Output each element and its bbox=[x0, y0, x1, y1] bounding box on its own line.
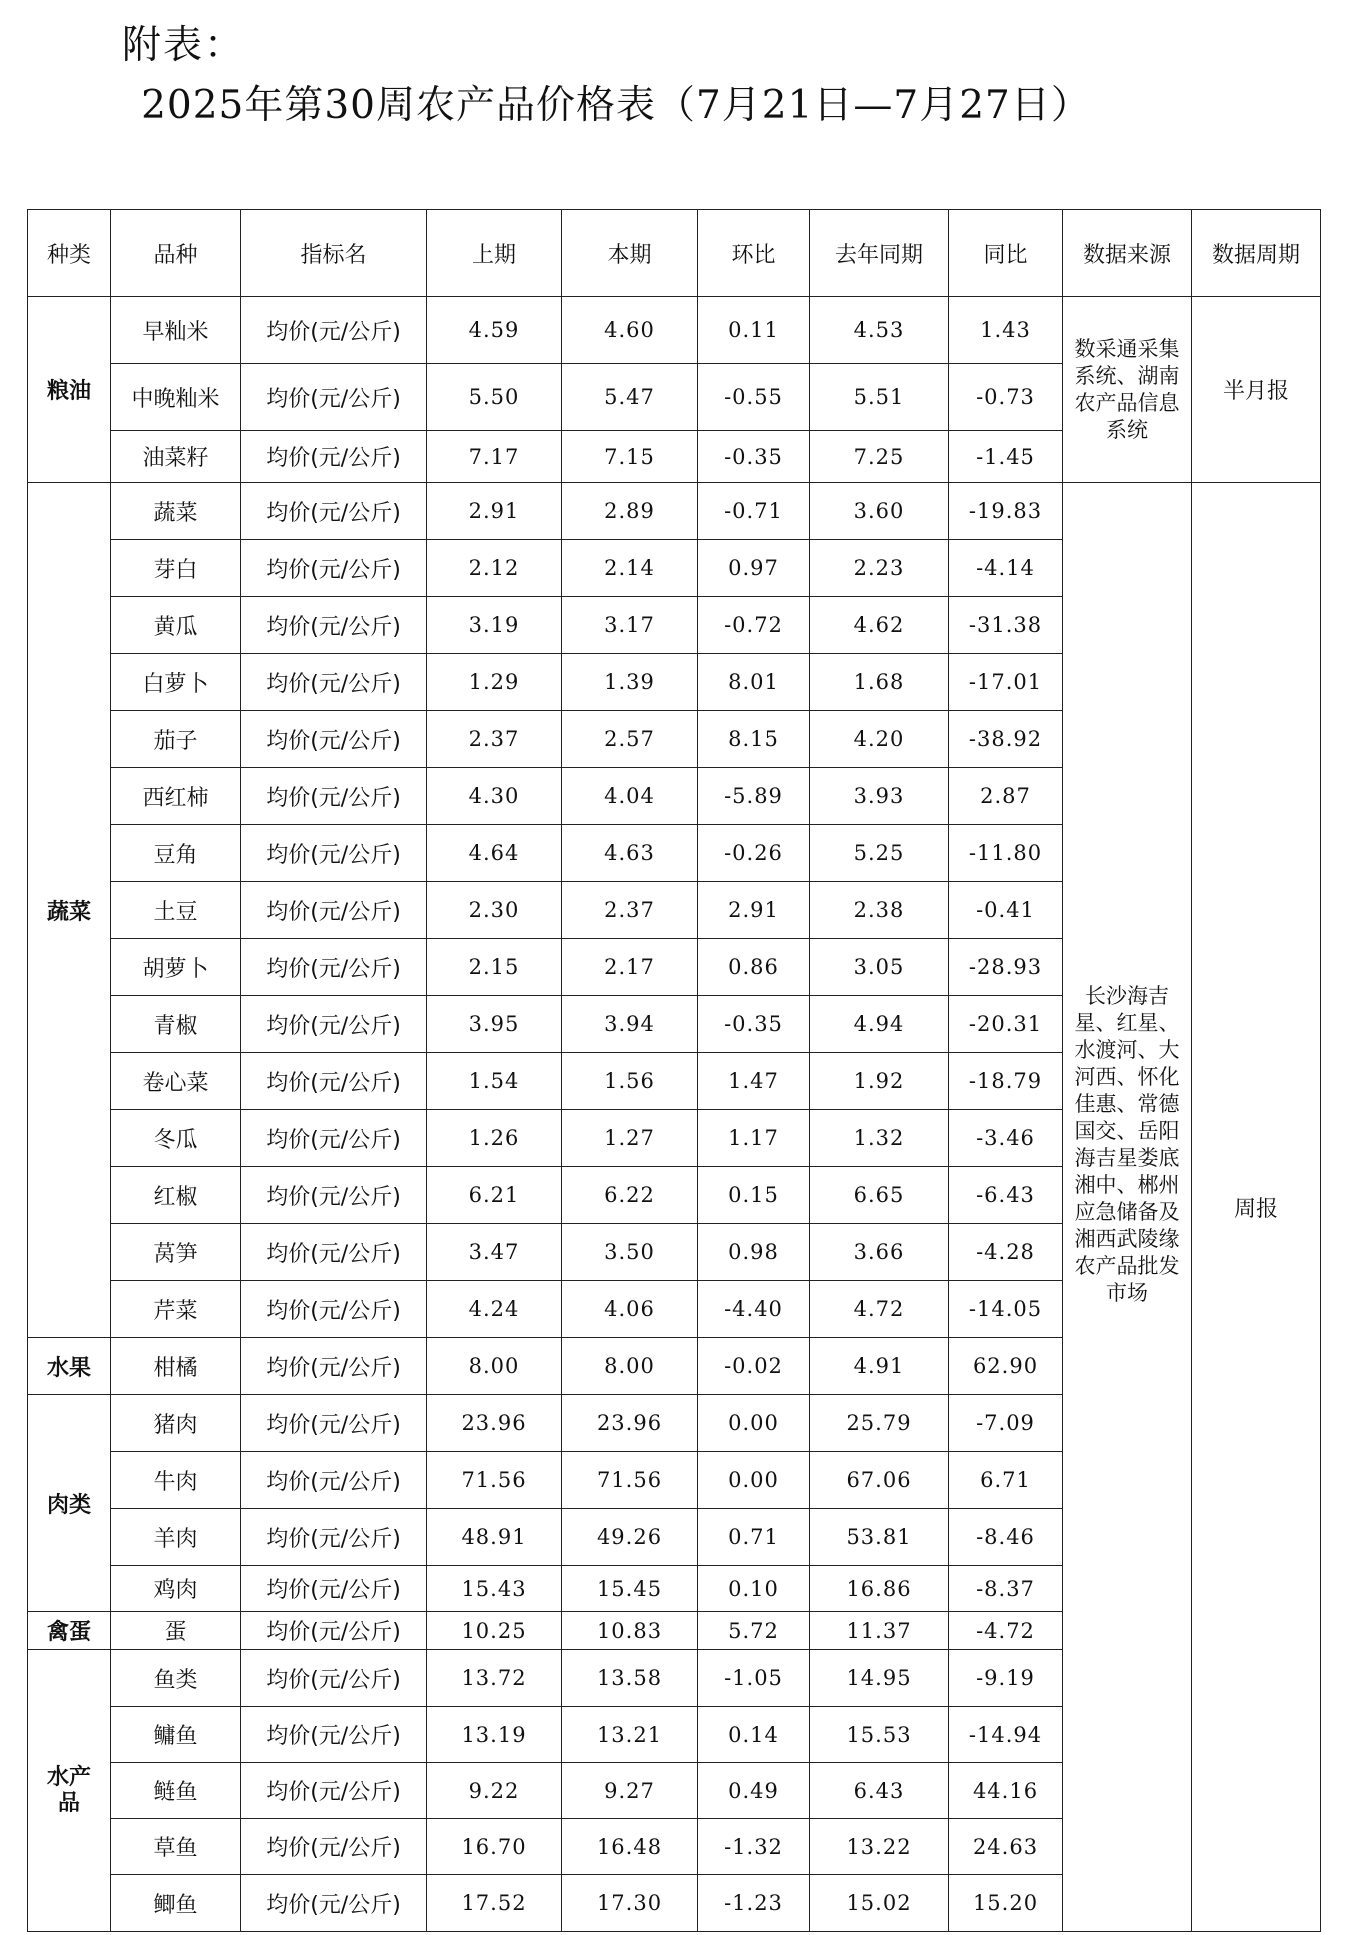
category-cell: 水产品 bbox=[28, 1650, 111, 1932]
last-year-cell: 14.95 bbox=[810, 1650, 949, 1707]
yoy-cell: -1.45 bbox=[949, 431, 1063, 483]
mom-cell: 0.97 bbox=[698, 540, 810, 597]
metric-cell: 均价(元/公斤) bbox=[241, 1509, 427, 1566]
metric-cell: 均价(元/公斤) bbox=[241, 483, 427, 540]
item-cell: 蔬菜 bbox=[111, 483, 241, 540]
item-cell: 黄瓜 bbox=[111, 597, 241, 654]
item-cell: 茄子 bbox=[111, 711, 241, 768]
metric-cell: 均价(元/公斤) bbox=[241, 939, 427, 996]
table-row bbox=[28, 297, 1321, 364]
last-year-cell: 16.86 bbox=[810, 1566, 949, 1612]
metric-cell: 均价(元/公斤) bbox=[241, 1053, 427, 1110]
item-cell: 芹菜 bbox=[111, 1281, 241, 1338]
mom-cell: -0.02 bbox=[698, 1338, 810, 1395]
header-cell: 本期 bbox=[562, 210, 698, 297]
last-year-cell: 4.72 bbox=[810, 1281, 949, 1338]
mom-cell: -1.05 bbox=[698, 1650, 810, 1707]
prev-cell: 23.96 bbox=[427, 1395, 562, 1452]
last-year-cell: 6.65 bbox=[810, 1167, 949, 1224]
metric-cell: 均价(元/公斤) bbox=[241, 654, 427, 711]
metric-cell: 均价(元/公斤) bbox=[241, 597, 427, 654]
yoy-cell: 1.43 bbox=[949, 297, 1063, 364]
curr-cell: 1.27 bbox=[562, 1110, 698, 1167]
curr-cell: 13.58 bbox=[562, 1650, 698, 1707]
item-cell: 冬瓜 bbox=[111, 1110, 241, 1167]
curr-cell: 23.96 bbox=[562, 1395, 698, 1452]
mom-cell: 8.15 bbox=[698, 711, 810, 768]
metric-cell: 均价(元/公斤) bbox=[241, 1167, 427, 1224]
curr-cell: 4.60 bbox=[562, 297, 698, 364]
curr-cell: 6.22 bbox=[562, 1167, 698, 1224]
last-year-cell: 3.66 bbox=[810, 1224, 949, 1281]
last-year-cell: 15.02 bbox=[810, 1875, 949, 1932]
prev-cell: 3.95 bbox=[427, 996, 562, 1053]
curr-cell: 16.48 bbox=[562, 1819, 698, 1875]
last-year-cell: 6.43 bbox=[810, 1763, 949, 1819]
metric-cell: 均价(元/公斤) bbox=[241, 1566, 427, 1612]
yoy-cell: -17.01 bbox=[949, 654, 1063, 711]
yoy-cell: 44.16 bbox=[949, 1763, 1063, 1819]
yoy-cell: -8.46 bbox=[949, 1509, 1063, 1566]
data-source-cell: 数采通采集系统、湖南农产品信息系统 bbox=[1063, 297, 1192, 483]
curr-cell: 1.56 bbox=[562, 1053, 698, 1110]
metric-cell: 均价(元/公斤) bbox=[241, 431, 427, 483]
prev-cell: 3.19 bbox=[427, 597, 562, 654]
item-cell: 草鱼 bbox=[111, 1819, 241, 1875]
item-cell: 柑橘 bbox=[111, 1338, 241, 1395]
header-cell: 上期 bbox=[427, 210, 562, 297]
document-title: 2025年第30周农产品价格表（7月21日—7月27日） bbox=[141, 83, 1091, 128]
curr-cell: 3.17 bbox=[562, 597, 698, 654]
category-cell: 粮油 bbox=[28, 297, 111, 483]
metric-cell: 均价(元/公斤) bbox=[241, 882, 427, 939]
metric-cell: 均价(元/公斤) bbox=[241, 1763, 427, 1819]
curr-cell: 2.57 bbox=[562, 711, 698, 768]
header-cell: 种类 bbox=[28, 210, 111, 297]
last-year-cell: 4.53 bbox=[810, 297, 949, 364]
metric-cell: 均价(元/公斤) bbox=[241, 1452, 427, 1509]
curr-cell: 17.30 bbox=[562, 1875, 698, 1932]
item-cell: 莴笋 bbox=[111, 1224, 241, 1281]
prev-cell: 71.56 bbox=[427, 1452, 562, 1509]
attachment-label: 附表： bbox=[122, 23, 246, 68]
yoy-cell: -14.94 bbox=[949, 1707, 1063, 1763]
metric-cell: 均价(元/公斤) bbox=[241, 996, 427, 1053]
prev-cell: 2.91 bbox=[427, 483, 562, 540]
category-cell: 水果 bbox=[28, 1338, 111, 1395]
last-year-cell: 7.25 bbox=[810, 431, 949, 483]
mom-cell: 0.71 bbox=[698, 1509, 810, 1566]
last-year-cell: 11.37 bbox=[810, 1612, 949, 1650]
mom-cell: 2.91 bbox=[698, 882, 810, 939]
mom-cell: -0.26 bbox=[698, 825, 810, 882]
curr-cell: 2.89 bbox=[562, 483, 698, 540]
item-cell: 豆角 bbox=[111, 825, 241, 882]
item-cell: 鱼类 bbox=[111, 1650, 241, 1707]
mom-cell: -4.40 bbox=[698, 1281, 810, 1338]
item-cell: 鸡肉 bbox=[111, 1566, 241, 1612]
curr-cell: 10.83 bbox=[562, 1612, 698, 1650]
metric-cell: 均价(元/公斤) bbox=[241, 1395, 427, 1452]
prev-cell: 10.25 bbox=[427, 1612, 562, 1650]
mom-cell: 8.01 bbox=[698, 654, 810, 711]
yoy-cell: -4.72 bbox=[949, 1612, 1063, 1650]
item-cell: 青椒 bbox=[111, 996, 241, 1053]
yoy-cell: 62.90 bbox=[949, 1338, 1063, 1395]
yoy-cell: 6.71 bbox=[949, 1452, 1063, 1509]
last-year-cell: 1.92 bbox=[810, 1053, 949, 1110]
last-year-cell: 1.32 bbox=[810, 1110, 949, 1167]
item-cell: 胡萝卜 bbox=[111, 939, 241, 996]
category-cell: 肉类 bbox=[28, 1395, 111, 1612]
last-year-cell: 4.20 bbox=[810, 711, 949, 768]
header-cell: 环比 bbox=[698, 210, 810, 297]
yoy-cell: -11.80 bbox=[949, 825, 1063, 882]
mom-cell: 1.47 bbox=[698, 1053, 810, 1110]
yoy-cell: -31.38 bbox=[949, 597, 1063, 654]
prev-cell: 4.24 bbox=[427, 1281, 562, 1338]
prev-cell: 6.21 bbox=[427, 1167, 562, 1224]
prev-cell: 13.72 bbox=[427, 1650, 562, 1707]
prev-cell: 13.19 bbox=[427, 1707, 562, 1763]
category-cell: 蔬菜 bbox=[28, 483, 111, 1338]
last-year-cell: 5.25 bbox=[810, 825, 949, 882]
data-period-cell: 周报 bbox=[1192, 483, 1321, 1932]
yoy-cell: 2.87 bbox=[949, 768, 1063, 825]
last-year-cell: 15.53 bbox=[810, 1707, 949, 1763]
item-cell: 牛肉 bbox=[111, 1452, 241, 1509]
last-year-cell: 3.60 bbox=[810, 483, 949, 540]
last-year-cell: 4.94 bbox=[810, 996, 949, 1053]
curr-cell: 2.37 bbox=[562, 882, 698, 939]
metric-cell: 均价(元/公斤) bbox=[241, 364, 427, 431]
yoy-cell: -19.83 bbox=[949, 483, 1063, 540]
metric-cell: 均价(元/公斤) bbox=[241, 825, 427, 882]
yoy-cell: -4.14 bbox=[949, 540, 1063, 597]
metric-cell: 均价(元/公斤) bbox=[241, 1224, 427, 1281]
item-cell: 猪肉 bbox=[111, 1395, 241, 1452]
curr-cell: 2.17 bbox=[562, 939, 698, 996]
prev-cell: 17.52 bbox=[427, 1875, 562, 1932]
item-cell: 白萝卜 bbox=[111, 654, 241, 711]
mom-cell: -0.72 bbox=[698, 597, 810, 654]
item-cell: 蛋 bbox=[111, 1612, 241, 1650]
metric-cell: 均价(元/公斤) bbox=[241, 1612, 427, 1650]
mom-cell: 1.17 bbox=[698, 1110, 810, 1167]
curr-cell: 13.21 bbox=[562, 1707, 698, 1763]
item-cell: 土豆 bbox=[111, 882, 241, 939]
curr-cell: 1.39 bbox=[562, 654, 698, 711]
last-year-cell: 13.22 bbox=[810, 1819, 949, 1875]
metric-cell: 均价(元/公斤) bbox=[241, 1875, 427, 1932]
header-cell: 同比 bbox=[949, 210, 1063, 297]
last-year-cell: 2.38 bbox=[810, 882, 949, 939]
metric-cell: 均价(元/公斤) bbox=[241, 297, 427, 364]
last-year-cell: 67.06 bbox=[810, 1452, 949, 1509]
curr-cell: 4.63 bbox=[562, 825, 698, 882]
prev-cell: 15.43 bbox=[427, 1566, 562, 1612]
item-cell: 鳙鱼 bbox=[111, 1707, 241, 1763]
yoy-cell: -4.28 bbox=[949, 1224, 1063, 1281]
mom-cell: -0.35 bbox=[698, 431, 810, 483]
metric-cell: 均价(元/公斤) bbox=[241, 1707, 427, 1763]
metric-cell: 均价(元/公斤) bbox=[241, 1338, 427, 1395]
mom-cell: -1.23 bbox=[698, 1875, 810, 1932]
mom-cell: -0.71 bbox=[698, 483, 810, 540]
mom-cell: 0.11 bbox=[698, 297, 810, 364]
metric-cell: 均价(元/公斤) bbox=[241, 768, 427, 825]
last-year-cell: 2.23 bbox=[810, 540, 949, 597]
yoy-cell: -6.43 bbox=[949, 1167, 1063, 1224]
table-row bbox=[28, 483, 1321, 540]
data-period-cell: 半月报 bbox=[1192, 297, 1321, 483]
metric-cell: 均价(元/公斤) bbox=[241, 1110, 427, 1167]
prev-cell: 2.30 bbox=[427, 882, 562, 939]
metric-cell: 均价(元/公斤) bbox=[241, 1650, 427, 1707]
mom-cell: 0.00 bbox=[698, 1452, 810, 1509]
header-cell: 数据来源 bbox=[1063, 210, 1192, 297]
metric-cell: 均价(元/公斤) bbox=[241, 711, 427, 768]
yoy-cell: -20.31 bbox=[949, 996, 1063, 1053]
prev-cell: 16.70 bbox=[427, 1819, 562, 1875]
yoy-cell: -18.79 bbox=[949, 1053, 1063, 1110]
prev-cell: 2.15 bbox=[427, 939, 562, 996]
header-cell: 数据周期 bbox=[1192, 210, 1321, 297]
yoy-cell: -9.19 bbox=[949, 1650, 1063, 1707]
curr-cell: 8.00 bbox=[562, 1338, 698, 1395]
item-cell: 卷心菜 bbox=[111, 1053, 241, 1110]
header-row bbox=[28, 210, 1321, 297]
last-year-cell: 1.68 bbox=[810, 654, 949, 711]
category-cell: 禽蛋 bbox=[28, 1612, 111, 1650]
prev-cell: 1.26 bbox=[427, 1110, 562, 1167]
last-year-cell: 3.05 bbox=[810, 939, 949, 996]
yoy-cell: -0.41 bbox=[949, 882, 1063, 939]
mom-cell: -0.55 bbox=[698, 364, 810, 431]
mom-cell: 5.72 bbox=[698, 1612, 810, 1650]
mom-cell: -0.35 bbox=[698, 996, 810, 1053]
header-cell: 指标名 bbox=[241, 210, 427, 297]
last-year-cell: 25.79 bbox=[810, 1395, 949, 1452]
yoy-cell: -28.93 bbox=[949, 939, 1063, 996]
prev-cell: 4.59 bbox=[427, 297, 562, 364]
yoy-cell: -8.37 bbox=[949, 1566, 1063, 1612]
prev-cell: 2.12 bbox=[427, 540, 562, 597]
yoy-cell: -3.46 bbox=[949, 1110, 1063, 1167]
mom-cell: 0.86 bbox=[698, 939, 810, 996]
yoy-cell: 15.20 bbox=[949, 1875, 1063, 1932]
mom-cell: 0.15 bbox=[698, 1167, 810, 1224]
prev-cell: 48.91 bbox=[427, 1509, 562, 1566]
prev-cell: 7.17 bbox=[427, 431, 562, 483]
curr-cell: 4.06 bbox=[562, 1281, 698, 1338]
curr-cell: 4.04 bbox=[562, 768, 698, 825]
prev-cell: 9.22 bbox=[427, 1763, 562, 1819]
mom-cell: 0.98 bbox=[698, 1224, 810, 1281]
metric-cell: 均价(元/公斤) bbox=[241, 540, 427, 597]
mom-cell: -5.89 bbox=[698, 768, 810, 825]
curr-cell: 3.94 bbox=[562, 996, 698, 1053]
last-year-cell: 53.81 bbox=[810, 1509, 949, 1566]
header-cell: 去年同期 bbox=[810, 210, 949, 297]
prev-cell: 1.29 bbox=[427, 654, 562, 711]
item-cell: 鲫鱼 bbox=[111, 1875, 241, 1932]
curr-cell: 2.14 bbox=[562, 540, 698, 597]
price-table bbox=[27, 209, 1321, 1932]
mom-cell: 0.00 bbox=[698, 1395, 810, 1452]
last-year-cell: 4.62 bbox=[810, 597, 949, 654]
item-cell: 芽白 bbox=[111, 540, 241, 597]
mom-cell: 0.10 bbox=[698, 1566, 810, 1612]
curr-cell: 5.47 bbox=[562, 364, 698, 431]
mom-cell: -1.32 bbox=[698, 1819, 810, 1875]
item-cell: 早籼米 bbox=[111, 297, 241, 364]
prev-cell: 4.30 bbox=[427, 768, 562, 825]
mom-cell: 0.14 bbox=[698, 1707, 810, 1763]
item-cell: 鲢鱼 bbox=[111, 1763, 241, 1819]
last-year-cell: 4.91 bbox=[810, 1338, 949, 1395]
prev-cell: 4.64 bbox=[427, 825, 562, 882]
curr-cell: 9.27 bbox=[562, 1763, 698, 1819]
prev-cell: 2.37 bbox=[427, 711, 562, 768]
last-year-cell: 5.51 bbox=[810, 364, 949, 431]
yoy-cell: 24.63 bbox=[949, 1819, 1063, 1875]
item-cell: 西红柿 bbox=[111, 768, 241, 825]
prev-cell: 8.00 bbox=[427, 1338, 562, 1395]
metric-cell: 均价(元/公斤) bbox=[241, 1281, 427, 1338]
prev-cell: 1.54 bbox=[427, 1053, 562, 1110]
item-cell: 中晚籼米 bbox=[111, 364, 241, 431]
data-source-cell: 长沙海吉星、红星、水渡河、大河西、怀化佳惠、常德国交、岳阳海吉星娄底湘中、郴州应急储备及湘西武陵缘农产品批发市场 bbox=[1063, 483, 1192, 1932]
curr-cell: 71.56 bbox=[562, 1452, 698, 1509]
yoy-cell: -14.05 bbox=[949, 1281, 1063, 1338]
prev-cell: 5.50 bbox=[427, 364, 562, 431]
item-cell: 羊肉 bbox=[111, 1509, 241, 1566]
curr-cell: 3.50 bbox=[562, 1224, 698, 1281]
curr-cell: 7.15 bbox=[562, 431, 698, 483]
last-year-cell: 3.93 bbox=[810, 768, 949, 825]
mom-cell: 0.49 bbox=[698, 1763, 810, 1819]
metric-cell: 均价(元/公斤) bbox=[241, 1819, 427, 1875]
curr-cell: 15.45 bbox=[562, 1566, 698, 1612]
item-cell: 红椒 bbox=[111, 1167, 241, 1224]
yoy-cell: -38.92 bbox=[949, 711, 1063, 768]
yoy-cell: -0.73 bbox=[949, 364, 1063, 431]
header-cell: 品种 bbox=[111, 210, 241, 297]
curr-cell: 49.26 bbox=[562, 1509, 698, 1566]
item-cell: 油菜籽 bbox=[111, 431, 241, 483]
yoy-cell: -7.09 bbox=[949, 1395, 1063, 1452]
prev-cell: 3.47 bbox=[427, 1224, 562, 1281]
